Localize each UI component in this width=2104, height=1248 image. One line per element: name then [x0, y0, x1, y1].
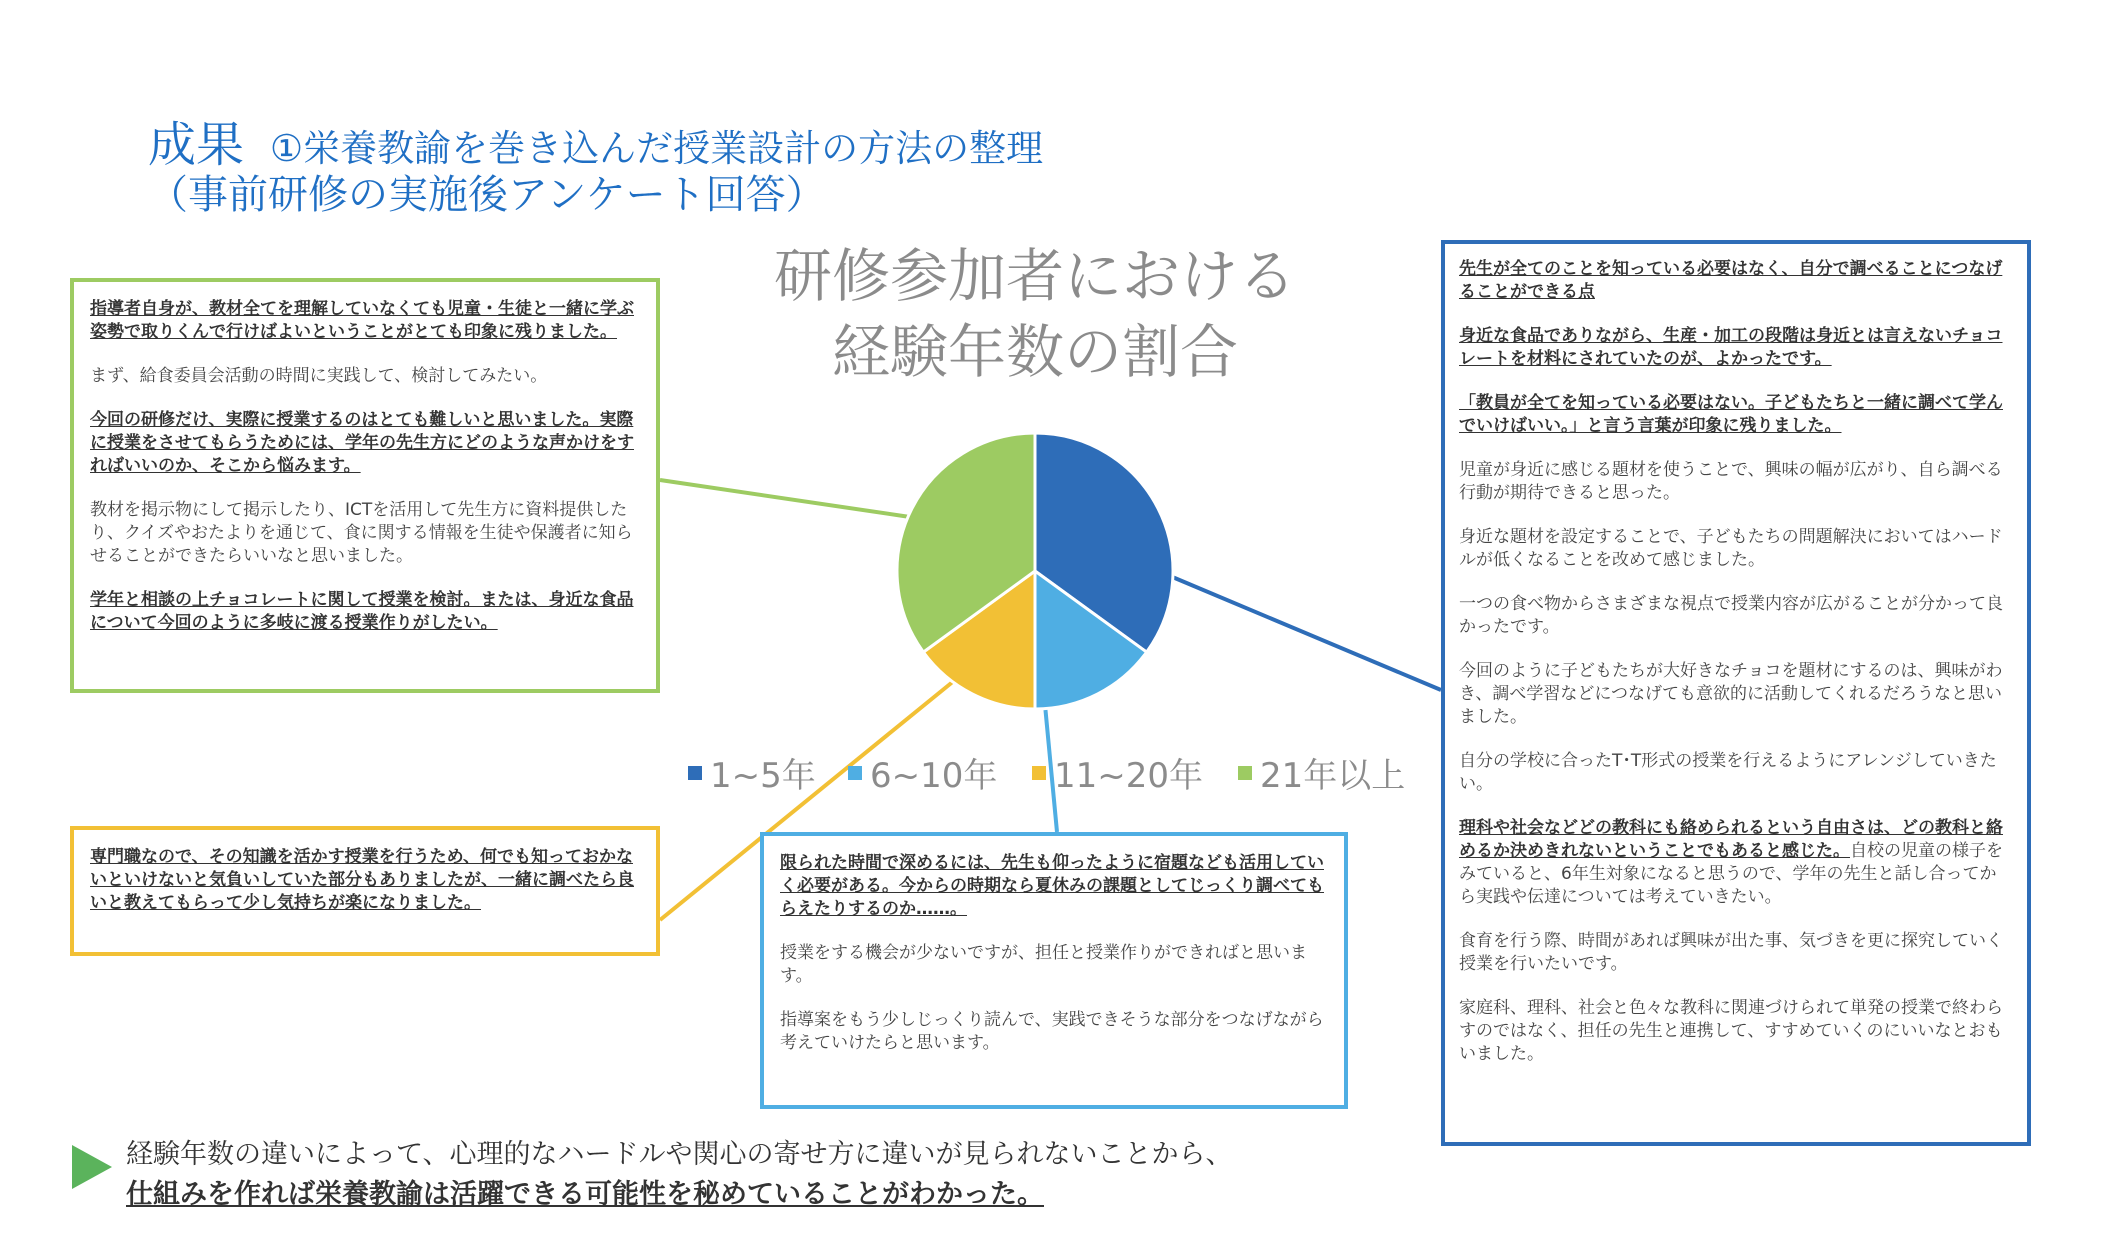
comment-paragraph: 授業をする機会が少ないですが、担任と授業作りができればと思います。 — [780, 943, 1307, 986]
comment-paragraph: 今回の研修だけ、実際に授業するのはとても難しいと思いました。実際に授業をさせてもらうためには、学年の先生方にどのような声かけをすればいいのか、そこから悩みます。 — [90, 410, 634, 476]
title-main: 成果 — [148, 117, 245, 173]
comment-box-yellow — [70, 826, 660, 956]
comment-paragraph: 一つの食べ物からさまざまな視点で授業内容が広がることが分かって良かったです。 — [1459, 594, 2003, 637]
comment-paragraph: 指導者自身が、教材全てを理解していなくても児童・生徒と一緒に学ぶ姿勢で取りくんで行けばよいということがとても印象に残りました。 — [90, 299, 634, 342]
comment-paragraph: まず、給食委員会活動の時間に実践して、検討してみたい。 — [90, 366, 548, 386]
comment-paragraph: 自分の学校に合ったT･T形式の授業を行えるようにアレンジしていきたい。 — [1459, 751, 1997, 794]
title-sub: ①栄養教諭を巻き込んだ授業設計の方法の整理 — [270, 127, 1044, 170]
chart-title-line2: 経験年数の割合 — [831, 318, 1239, 386]
comment-paragraph: 限られた時間で深めるには、先生も仰ったように宿題なども活用していく必要がある。今からの時期なら夏休みの課題としてじっくり調べてもらえたりするのか……。 — [780, 853, 1324, 919]
comment-paragraph: 家庭科、理科、社会と色々な教科に関連づけられて単発の授業で終わらすのではなく、担任の先生と連携して、すすめていくのにいいなとおもいました。 — [1459, 998, 2003, 1064]
legend-label-4: 21年以上 — [1260, 756, 1406, 796]
comment-paragraph: 指導案をもう少しじっくり読んで、実践できそうな部分をつなげながら考えていけたらと思います。 — [780, 1010, 1324, 1053]
legend-label-3: 11~20年 — [1054, 756, 1204, 796]
comment-paragraph: 身近な食品でありながら、生産・加工の段階は身近とは言えないチョコレートを材料にされていたのが、よかったです。 — [1459, 326, 2003, 369]
conclusion-line1: 経験年数の違いによって、心理的なハードルや関心の寄せ方に違いが見られないことから、 — [126, 1139, 1233, 1170]
comment-paragraph: 身近な題材を設定することで、子どもたちの問題解決においてはハードルが低くなることを改めて感じました。 — [1459, 527, 2003, 570]
page-subtitle: （事前研修の実施後アンケート回答） — [148, 172, 826, 218]
legend-swatch-3 — [1032, 766, 1046, 780]
comment-paragraph — [1459, 817, 2013, 909]
play-arrow-icon — [72, 1145, 112, 1189]
comment-paragraph: 学年と相談の上チョコレートに関して授業を検討。または、身近な食品について今回のように多岐に渡る授業作りがしたい。 — [90, 590, 634, 633]
legend-label-1: 1~5年 — [710, 756, 816, 796]
conclusion-line2: 仕組みを作れば栄養教諭は活躍できる可能性を秘めていることがわかった。 — [126, 1179, 1044, 1210]
comment-text: 自校の児童の様子をみていると、6年生対象になると思うので、学年の先生と話し合ってから実践や伝達については考えていきたい。 — [1459, 841, 2003, 907]
pie-slices — [897, 433, 1173, 709]
legend-swatch-4 — [1238, 766, 1252, 780]
comment-paragraph: 今回のように子どもたちが大好きなチョコを題材にするのは、興味がわき、調べ学習などにつなげても意欲的に活動してくれるだろうなと思いました。 — [1459, 661, 2003, 727]
comment-box-darkblue — [1441, 240, 2031, 1146]
legend-swatch-1 — [688, 766, 702, 780]
connector-line-darkblue — [1170, 576, 1441, 690]
connector-line-green — [660, 480, 910, 517]
legend-label-2: 6~10年 — [870, 756, 998, 796]
comment-paragraph: 「教員が全てを知っている必要はない。子どもたちと一緒に調べて学んでいけばいい。」と言う言葉が印象に残りました。 — [1459, 393, 2003, 436]
chart-legend — [688, 756, 1405, 796]
comment-paragraph: 専門職なので、その知識を活かす授業を行うため、何でも知っておかないといけないと気負いしていた部分もありましたが、一緒に調べたら良いと教えてもらって少し気持ちが楽になりました。 — [90, 847, 634, 913]
comment-box-green — [70, 278, 660, 693]
comment-bold-text: 理科や社会などどの教科にも絡められるという自由さは、どの教科と絡めるか決めきれないということでもあると感じた。 — [1459, 818, 2003, 861]
chart-title-line1: 研修参加者における — [773, 242, 1297, 310]
comment-paragraph: 先生が全てのことを知っている必要はなく、自分で調べることにつなげることができる点 — [1459, 259, 2003, 302]
comment-paragraph: 教材を掲示物にして掲示したり、ICTを活用して先生方に資料提供したり、クイズやおたよりを通じて、食に関する情報を生徒や保護者に知らせることができたらいいなと思いました。 — [90, 500, 633, 566]
comment-box-lightblue — [760, 832, 1348, 1109]
legend-swatch-2 — [848, 766, 862, 780]
comment-paragraph: 児童が身近に感じる題材を使うことで、興味の幅が広がり、自ら調べる行動が期待できると思った。 — [1459, 460, 2003, 503]
comment-paragraph: 食育を行う際、時間があれば興味が出た事、気づきを更に探究していく授業を行いたいです。 — [1459, 931, 2003, 974]
